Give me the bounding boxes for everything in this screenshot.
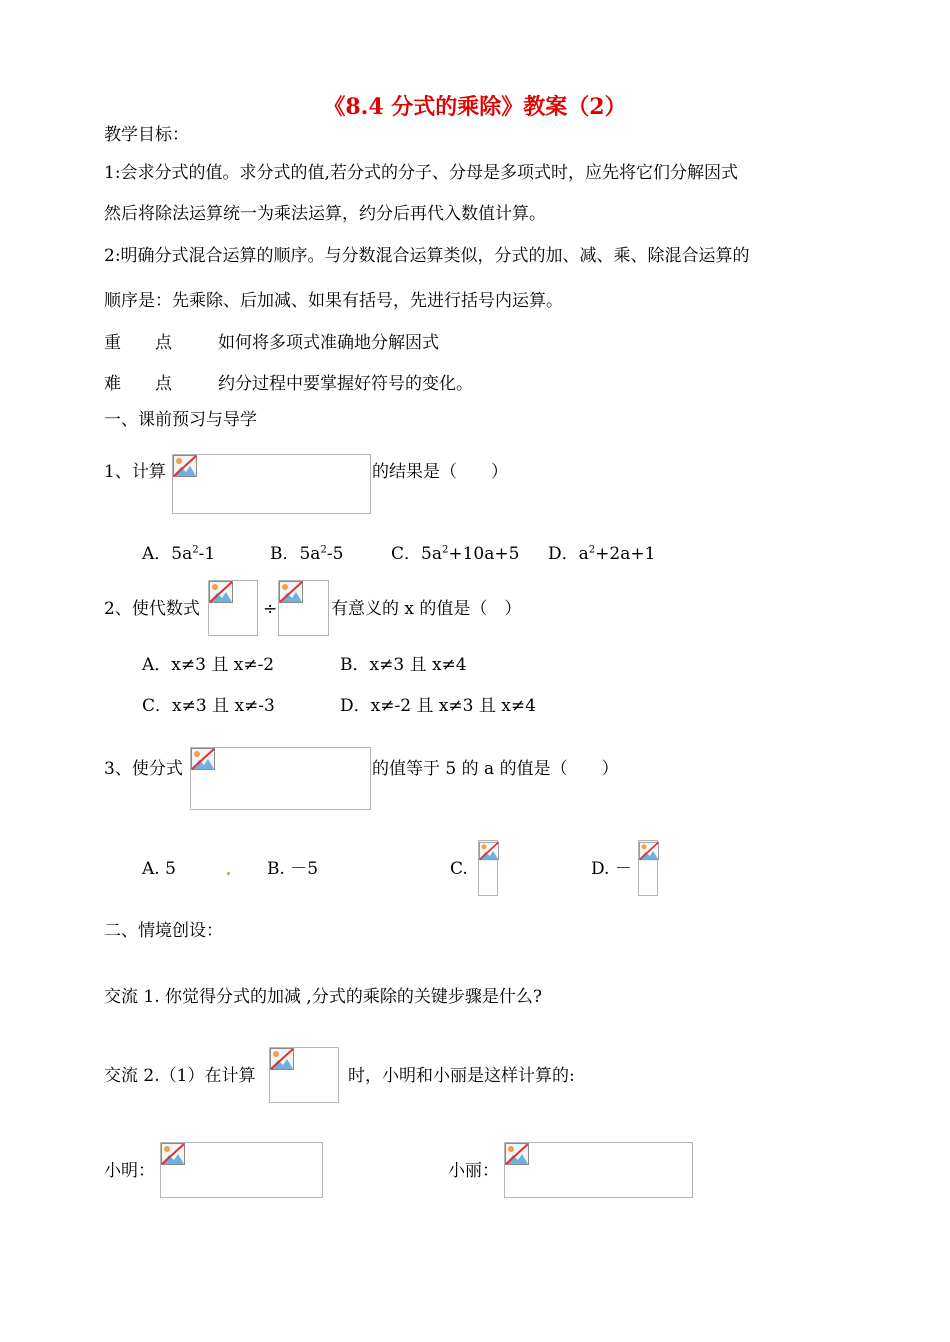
broken-image-icon [279,581,303,603]
q3-option-c: C. [450,859,468,879]
key-point-label: 重 点 [104,333,172,353]
objective-2-line-2: 顺序是：先乘除、后加减、如果有括号，先进行括号内运算。 [104,291,563,311]
formula-image-xiaoming [160,1142,323,1198]
question-2-prefix: 2、使代数式 [104,599,200,619]
document-title: 《8.4 分式的乘除》教案（2） [323,94,627,120]
exchange-2-prefix: 交流 2.（1）在计算 [104,1066,256,1086]
q2-option-b: B．x≠3 且 x≠4 [340,655,467,675]
broken-image-icon [191,748,215,770]
broken-image-icon [161,1143,185,1165]
formula-image-q3 [190,747,371,810]
difficulty-label: 难 点 [104,374,172,394]
q1-option-a: A．$5a^2-1$ [142,544,216,564]
broken-image-icon [173,455,197,477]
formula-image-q3-option-c [478,840,498,896]
formula-image-q2-right [278,580,329,636]
objectives-heading: 教学目标： [104,125,189,145]
formula-image-xiaoli [504,1142,693,1198]
section-2-heading: 二、情境创设： [104,921,223,941]
formula-image-exchange-2 [269,1047,339,1103]
xiaoming-label: 小明： [104,1161,155,1181]
broken-image-icon [209,581,233,603]
q1-option-b: B．$5a^2-5$ [270,544,344,564]
difficulty-text: 约分过程中要掌握好符号的变化。 [218,374,473,394]
stray-dot [227,872,230,875]
question-3-prefix: 3、使分式 [104,759,183,779]
q2-option-a: A．x≠3 且 x≠-2 [142,655,275,675]
objective-2-line-1: 2:明确分式混合运算的顺序。与分数混合运算类似，分式的加、减、乘、除混合运算的 [104,246,750,266]
formula-image-q2-left [208,580,258,636]
broken-image-icon [505,1143,529,1165]
exchange-2-suffix: 时，小明和小丽是这样计算的: [348,1066,575,1086]
broken-image-icon [639,841,659,861]
divide-sign: ÷ [263,599,278,619]
question-2-suffix: 有意义的 x 的值是（ ） [331,599,522,619]
broken-image-icon [479,841,499,861]
section-1-heading: 一、课前预习与导学 [104,410,257,430]
q2-option-c: C．x≠3 且 x≠-3 [142,696,275,716]
q2-option-d: D．x≠-2 且 x≠3 且 x≠4 [340,696,536,716]
q1-option-c: C．$5a^2+10a+5$ [391,544,520,564]
objective-1-line-1: 1:会求分式的值。求分式的值,若分式的分子、分母是多项式时，应先将它们分解因式 [104,163,738,183]
question-1-suffix: 的结果是（ ） [372,462,508,482]
formula-image-q1 [172,454,371,514]
key-point-text: 如何将多项式准确地分解因式 [218,333,439,353]
xiaoli-label: 小丽： [448,1161,499,1181]
q3-option-a: A. 5 [142,859,176,879]
q3-option-b: B. －5 [267,859,319,879]
broken-image-icon [270,1048,294,1070]
question-3-suffix: 的值等于 5 的 a 的值是（ ） [372,759,619,779]
formula-image-q3-option-d [638,840,658,896]
q3-option-d: D. － [591,859,632,879]
exchange-1: 交流 1. 你觉得分式的加减 ,分式的乘除的关键步骤是什么? [104,987,542,1007]
question-1-prefix: 1、计算 [104,462,166,482]
q1-option-d: D．$a^2+2a+1$ [548,544,656,564]
objective-1-line-2: 然后将除法运算统一为乘法运算，约分后再代入数值计算。 [104,204,546,224]
